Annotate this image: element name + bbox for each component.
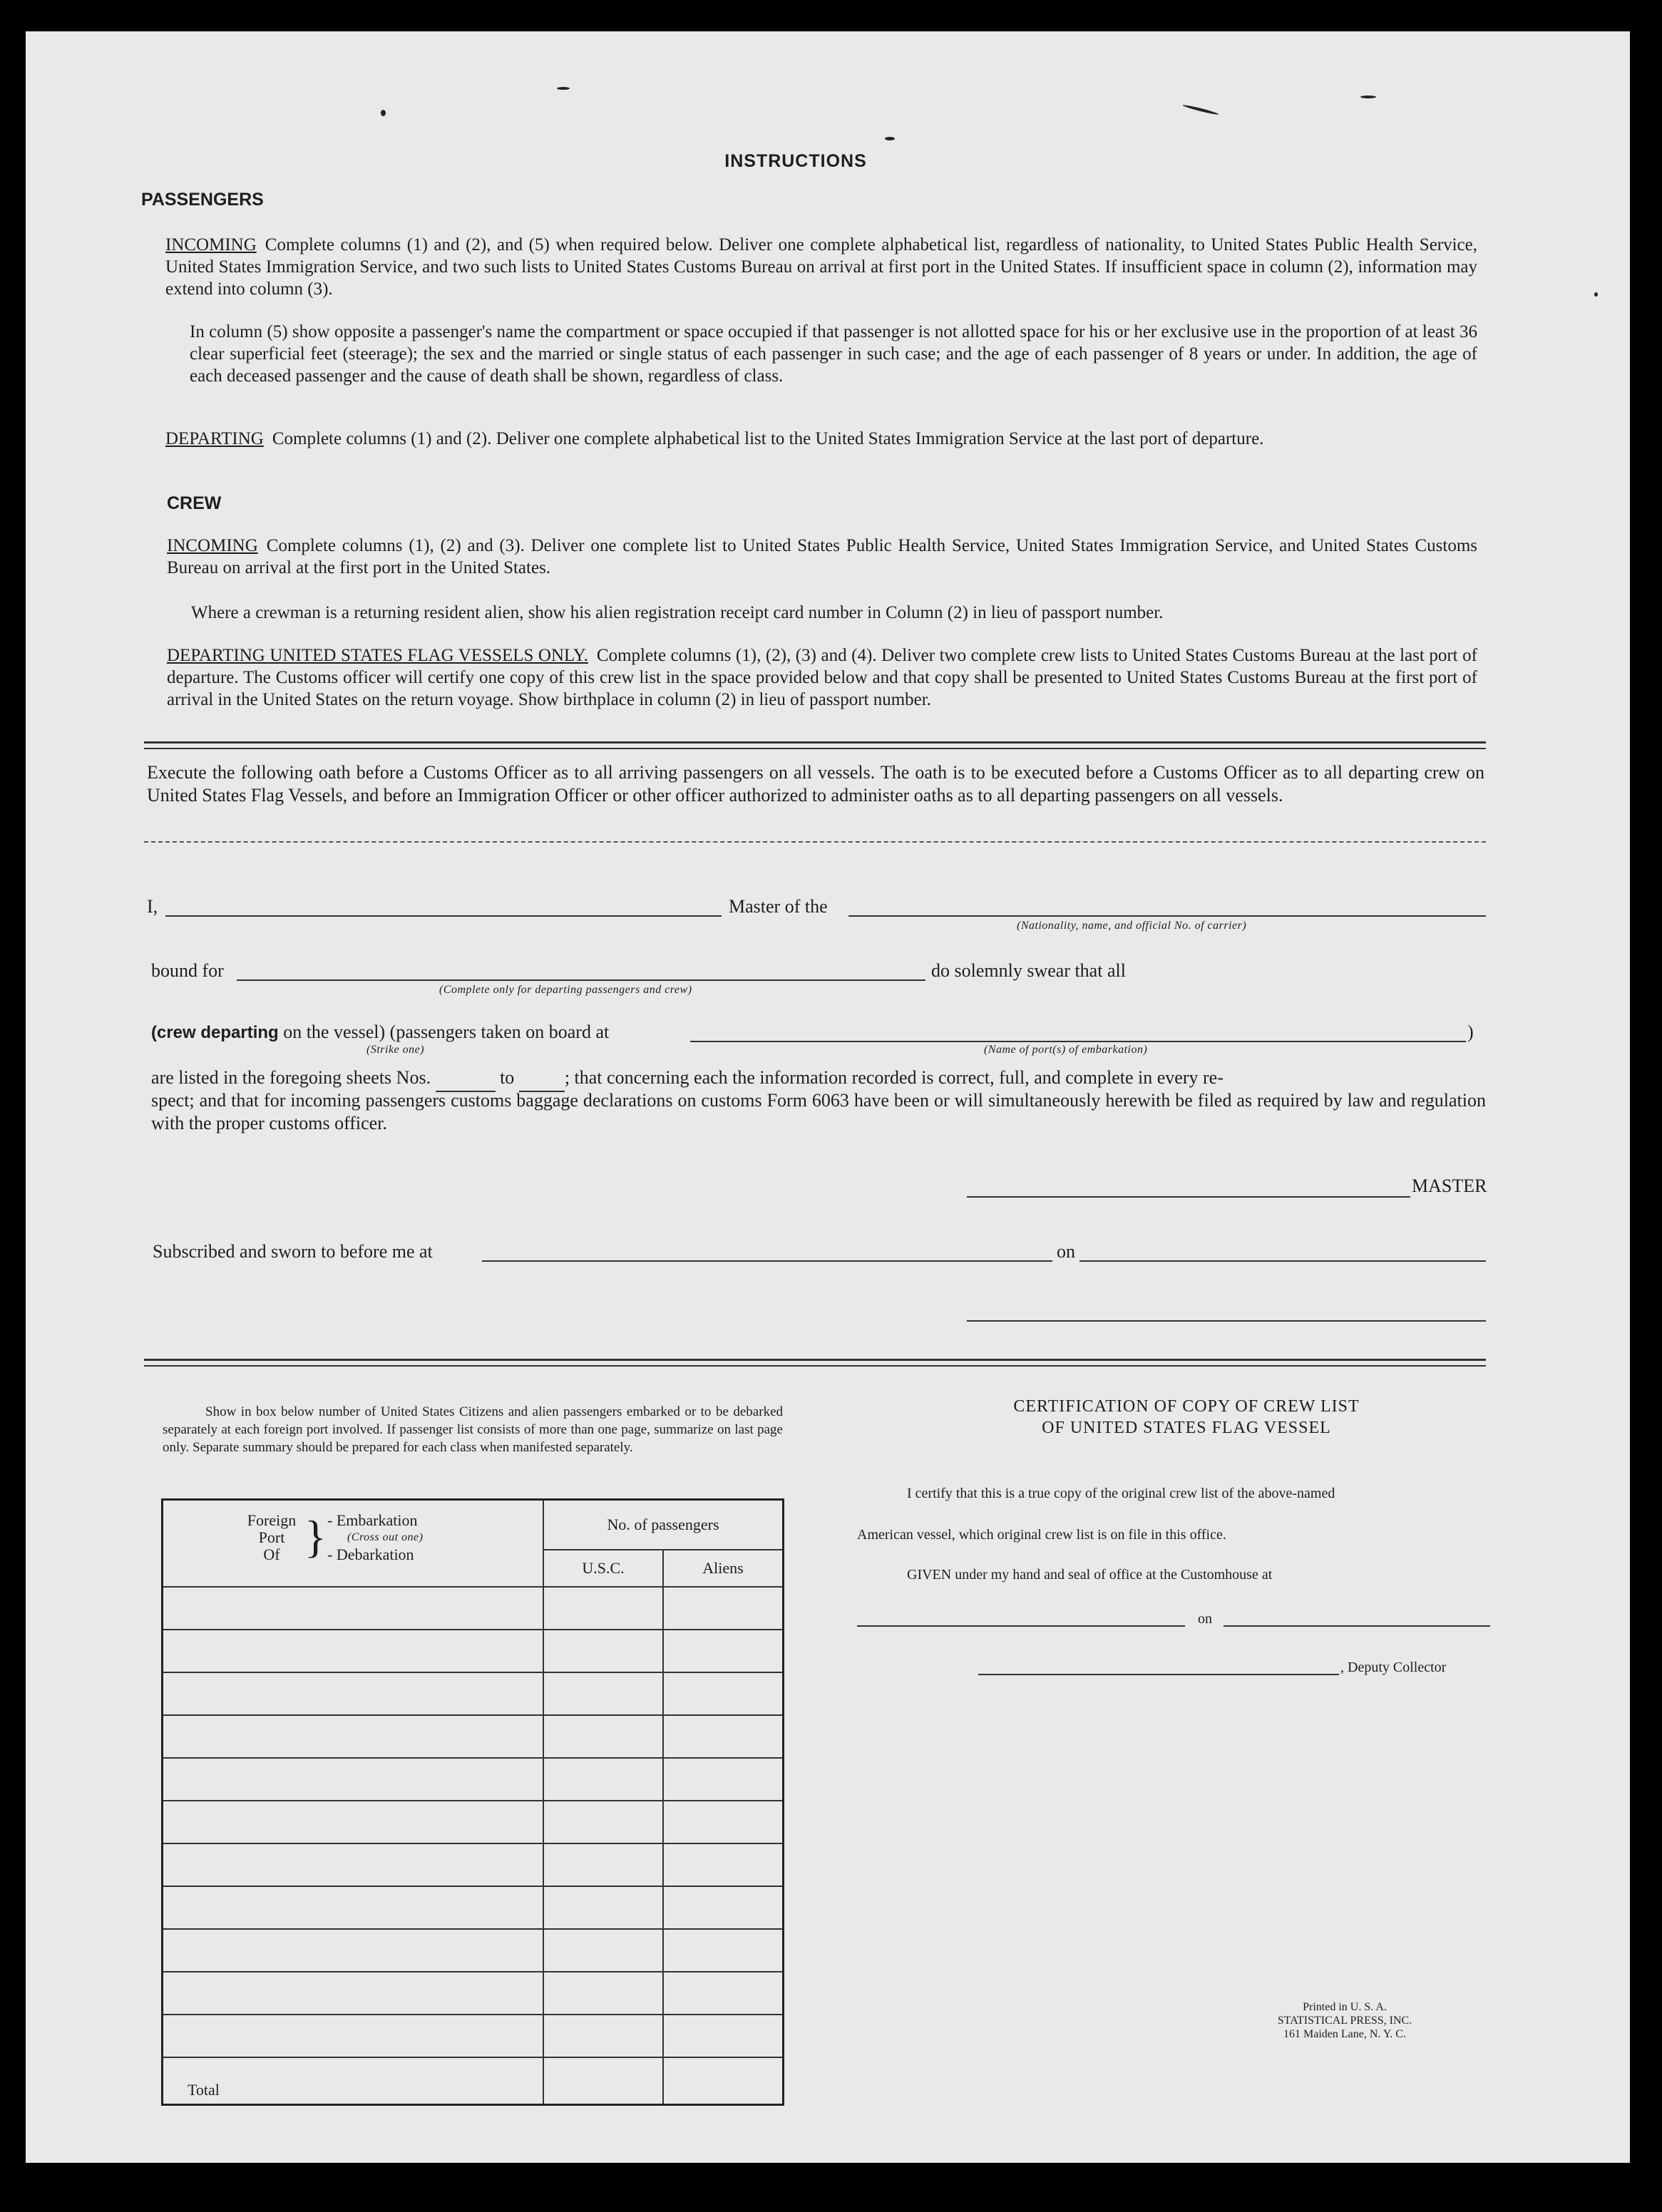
- listed-text-b: ; that concerning each the information recorded is correct, full, and complete in every re-: [564, 1067, 1224, 1088]
- certify-text-a: I certify that this is a true copy of the original crew list of the above-named: [907, 1486, 1335, 1501]
- total-label: Total: [163, 2057, 544, 2105]
- port-cell[interactable]: [163, 1715, 544, 1758]
- listed-line: [151, 1066, 1224, 1092]
- close-paren: ): [1467, 1022, 1474, 1042]
- aliens-cell[interactable]: [663, 1886, 784, 1929]
- usc-cell[interactable]: [543, 1972, 663, 2015]
- certify-text-b: American vessel, which original crew list is on file in this office.: [857, 1527, 1226, 1543]
- on-vessel-text: on the vessel): [283, 1022, 386, 1042]
- scan-speck: [1594, 292, 1598, 297]
- table-row: [163, 1715, 784, 1758]
- printer-imprint: [1224, 2000, 1466, 2041]
- master-of-label: Master of the: [729, 896, 828, 917]
- foreign-label: Foreign: [247, 1511, 297, 1529]
- swear-label: do solemnly swear that all: [931, 960, 1126, 981]
- embark-options: [327, 1512, 423, 1563]
- passengers-departing-paragraph: [165, 428, 1477, 450]
- summary-header-row: [163, 1500, 784, 1550]
- deputy-signature-field[interactable]: [978, 1674, 1339, 1675]
- port-cell[interactable]: [163, 1587, 544, 1630]
- master-name-field[interactable]: [165, 915, 722, 917]
- crew-departing-paragraph: [167, 644, 1477, 711]
- listed-to-text: to: [500, 1067, 515, 1088]
- aliens-cell[interactable]: [663, 1587, 784, 1630]
- bound-for-label: bound for: [151, 960, 224, 981]
- deputy-collector-label: , Deputy Collector: [1340, 1660, 1447, 1675]
- cert-date-field[interactable]: [1224, 1625, 1490, 1627]
- usc-cell[interactable]: [543, 1929, 663, 1972]
- scan-speck: [1360, 96, 1376, 98]
- customhouse-field[interactable]: [857, 1625, 1185, 1627]
- port-cell[interactable]: [163, 1758, 544, 1801]
- section-divider: [144, 741, 1486, 749]
- passengers-heading: PASSENGERS: [141, 190, 264, 210]
- table-row: [163, 1843, 784, 1886]
- crew-heading: CREW: [167, 493, 222, 513]
- certification-title-line2: OF UNITED STATES FLAG VESSEL: [1042, 1419, 1331, 1437]
- i-label: I,: [147, 896, 158, 917]
- cross-out-caption: (Cross out one): [347, 1531, 424, 1543]
- printer-line1: Printed in U. S. A.: [1303, 2001, 1387, 2013]
- usc-cell[interactable]: [543, 1886, 663, 1929]
- aliens-total-cell[interactable]: [663, 2057, 784, 2105]
- master-signature-field[interactable]: [967, 1196, 1410, 1198]
- port-cell[interactable]: [163, 1929, 544, 1972]
- certification-title-line1: CERTIFICATION OF COPY OF CREW LIST: [1013, 1397, 1360, 1416]
- summary-instruction: Show in box below number of United States Citizens and alien passengers embarked or to be debarked separately at each foreign port involved. If passenger list consists of more than one page, summarize on last page only. Separate summary should be prepared for each class when manifested separately.: [163, 1404, 783, 1455]
- aliens-cell[interactable]: [663, 1630, 784, 1672]
- oath-instruction: Execute the following oath before a Customs Officer as to all arriving passengers on all vessels. The oath is to be executed before a Customs Officer as to all departing crew on United States Flag Vessels, and before an Immigration Officer or other officer authorized to administer oaths as to all departing passengers on all vessels.: [147, 762, 1484, 806]
- carrier-field[interactable]: [848, 915, 1486, 917]
- aliens-cell[interactable]: [663, 1758, 784, 1801]
- resident-alien-paragraph: Where a crewman is a returning resident alien, show his alien registration receipt card number in Column (2) in lieu of passport number.: [191, 603, 1164, 622]
- passengers-departing-label: DEPARTING: [165, 429, 264, 448]
- cert-on-label: on: [1198, 1611, 1212, 1627]
- strike-line: [151, 1021, 609, 1044]
- strike-caption: (Strike one): [366, 1044, 425, 1056]
- passengers-incoming-text: Complete columns (1) and (2), and (5) when required below. Deliver one complete alphabetical list, regardless of nationality, to United States Public Health Service, United States Immigration Service, and two such lists to United States Customs Bureau on arrival at first port in the United States. If insufficient space in column (2), information may extend into column (3).: [165, 235, 1477, 299]
- bound-caption: (Complete only for departing passengers and crew): [439, 984, 692, 996]
- crew-incoming-label: INCOMING: [167, 536, 258, 555]
- sworn-place-field[interactable]: [482, 1260, 1052, 1262]
- table-row: [163, 2015, 784, 2057]
- total-row: [163, 2057, 784, 2105]
- sworn-date-field[interactable]: [1079, 1260, 1486, 1262]
- usc-cell[interactable]: [543, 1801, 663, 1843]
- foreign-port-labels: [236, 1512, 307, 1563]
- printer-line3: 161 Maiden Lane, N. Y. C.: [1283, 2028, 1406, 2040]
- aliens-cell[interactable]: [663, 1672, 784, 1715]
- table-row: [163, 1929, 784, 1972]
- passengers-incoming-label: INCOMING: [165, 235, 257, 254]
- debarkation-option[interactable]: - Debarkation: [327, 1545, 414, 1563]
- of-label: Of: [263, 1545, 280, 1563]
- no-passengers-header: No. of passengers: [543, 1500, 784, 1550]
- table-row: [163, 1672, 784, 1715]
- aliens-cell[interactable]: [663, 2015, 784, 2057]
- table-row: [163, 1886, 784, 1929]
- carrier-caption: (Nationality, name, and official No. of carrier): [1017, 920, 1247, 932]
- listed-text-a: are listed in the foregoing sheets Nos.: [151, 1067, 431, 1088]
- aliens-header: Aliens: [663, 1550, 784, 1587]
- scan-speck: [381, 110, 386, 116]
- port-cell[interactable]: [163, 2015, 544, 2057]
- scan-speck: [1182, 104, 1219, 115]
- port-cell[interactable]: [163, 1972, 544, 2015]
- brace-icon: }: [304, 1511, 327, 1562]
- table-row: [163, 1758, 784, 1801]
- usc-cell[interactable]: [543, 1715, 663, 1758]
- column5-paragraph: In column (5) show opposite a passenger's name the compartment or space occupied if that passenger is not allotted space for his or her exclusive use in the proportion of at least 36 clear superficial feet (steerage); the sex and the married or single status of each passenger in such case; and the age of each passenger of 8 years or under. In addition, the age of each deceased passenger and the cause of death shall be shown, regardless of class.: [190, 322, 1477, 386]
- aliens-cell[interactable]: [663, 1715, 784, 1758]
- table-row: [163, 1630, 784, 1672]
- officer-signature-field[interactable]: [967, 1320, 1486, 1322]
- passengers-departing-text: Complete columns (1) and (2). Deliver one complete alphabetical list to the United States Immigration Service at the last port of departure.: [272, 429, 1264, 448]
- oath-divider: [144, 841, 1486, 843]
- foreign-port-header: [163, 1500, 544, 1588]
- table-row: [163, 1972, 784, 2015]
- printer-line2: STATISTICAL PRESS, INC.: [1277, 2015, 1412, 2027]
- port-cell[interactable]: [163, 1672, 544, 1715]
- aliens-cell[interactable]: [663, 1843, 784, 1886]
- passenger-summary-table: [161, 1498, 784, 2106]
- usc-cell[interactable]: [543, 1672, 663, 1715]
- given-text: GIVEN under my hand and seal of office at the Customhouse at: [907, 1567, 1273, 1583]
- usc-cell[interactable]: [543, 1758, 663, 1801]
- usc-cell[interactable]: [543, 1843, 663, 1886]
- lower-divider: [144, 1359, 1486, 1367]
- scan-speck: [885, 137, 895, 140]
- certification-title: [880, 1396, 1493, 1439]
- instructions-title: INSTRUCTIONS: [724, 151, 867, 171]
- master-label: MASTER: [1412, 1176, 1487, 1196]
- table-row: [163, 1801, 784, 1843]
- crew-incoming-paragraph: [167, 535, 1477, 579]
- ports-caption: (Name of port(s) of embarkation): [984, 1044, 1148, 1056]
- sheet-from-field[interactable]: [436, 1068, 496, 1092]
- passengers-taken-option[interactable]: (passengers taken on board at: [389, 1022, 610, 1042]
- embarkation-ports-field[interactable]: [690, 1041, 1466, 1042]
- aliens-cell[interactable]: [663, 1801, 784, 1843]
- port-cell[interactable]: [163, 1630, 544, 1672]
- embarkation-option[interactable]: - Embarkation: [327, 1511, 418, 1529]
- usc-cell[interactable]: [543, 1587, 663, 1630]
- crew-incoming-text: Complete columns (1), (2) and (3). Deliver one complete list to United States Public Health Service, United States Immigration Service, and United States Customs Bureau on arrival at the first port in the United States.: [167, 536, 1477, 577]
- scan-speck: [557, 87, 570, 90]
- sheet-to-field[interactable]: [519, 1068, 565, 1092]
- listed-rest-text: spect; and that for incoming passengers customs baggage declarations on customs Form 6063 have been or will simultaneously herewith be filed as required by law and regulation with the proper customs officer.: [151, 1090, 1486, 1133]
- port-cell[interactable]: [163, 1843, 544, 1886]
- usc-total-cell[interactable]: [543, 2057, 663, 2105]
- crew-departing-text: Complete columns (1), (2), (3) and (4). Deliver two complete crew lists to United States Customs Bureau at the last port of departure. The Customs officer will certify one copy of this crew list in the space provided below and that copy shall be presented to United States Customs Bureau at the first port of arrival in the United States on the return voyage. Show birthplace in column (2) in lieu of passport number.: [167, 646, 1477, 709]
- usc-cell[interactable]: [543, 2015, 663, 2057]
- subscribed-label: Subscribed and sworn to before me at: [153, 1241, 433, 1262]
- usc-cell[interactable]: [543, 1630, 663, 1672]
- crew-departing-label: DEPARTING UNITED STATES FLAG VESSELS ONLY.: [167, 646, 588, 665]
- table-row: [163, 1587, 784, 1630]
- port-cell[interactable]: [163, 1801, 544, 1843]
- passengers-incoming-paragraph: [165, 234, 1477, 300]
- crew-departing-option[interactable]: (crew departing: [151, 1023, 279, 1042]
- usc-header: U.S.C.: [543, 1550, 663, 1587]
- form-page: [26, 31, 1630, 2163]
- port-cell[interactable]: [163, 1886, 544, 1929]
- bound-for-field[interactable]: [237, 979, 925, 981]
- aliens-cell[interactable]: [663, 1929, 784, 1972]
- sworn-on-label: on: [1057, 1241, 1075, 1262]
- aliens-cell[interactable]: [663, 1972, 784, 2015]
- port-label: Port: [258, 1528, 285, 1546]
